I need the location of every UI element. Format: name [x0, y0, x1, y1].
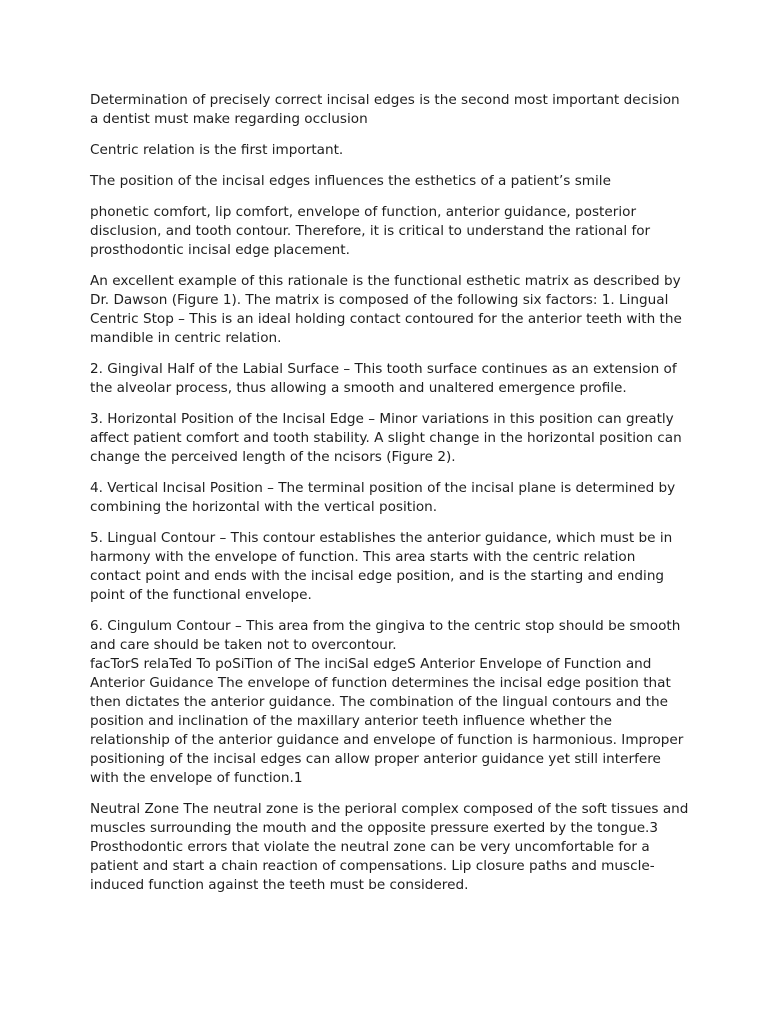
paragraph-incisal-edges-intro: Determination of precisely correct incisal edges is the second most important decision a dentist must make regarding occlusion: [90, 92, 680, 127]
paragraph-phonetic-comfort: phonetic comfort, lip comfort, envelope of function, anterior guidance, posterior disclusion, and tooth contour. Therefore, it is critical to understand the rational for prosthodontic incisal edge placement.: [90, 204, 651, 258]
paragraph-functional-esthetic-matrix: An excellent example of this rationale is the functional esthetic matrix as described by Dr. Dawson (Figure 1). The matrix is composed of the following six factors: 1. Lingual Centric Stop – This is an ideal holding contact contoured for the anterior teeth with the mandible in centric relation.: [90, 273, 682, 346]
paragraph-factor-3: 3. Horizontal Position of the Incisal Edge – Minor variations in this position can greatly affect patient comfort and tooth stability. A slight change in the horizontal position can change the perceived length of the ncisors (Figure 2).: [90, 411, 682, 465]
paragraph-factor-5: 5. Lingual Contour – This contour establishes the anterior guidance, which must be in harmony with the envelope of function. This area starts with the centric relation contact point and ends with the incisal edge position, and is the starting and ending point of the functional envelope.: [90, 530, 673, 603]
document-body: [90, 91, 690, 907]
paragraph-centric-relation: Centric relation is the first important.: [90, 142, 344, 158]
paragraph-factor-6: 6. Cingulum Contour – This area from the gingiva to the centric stop should be smooth and care should be taken not to overcontour.: [90, 618, 681, 653]
paragraph-factors-incisal-edges: facTorS relaTed To poSiTion of The inciSal edgeS Anterior Envelope of Function and Anterior Guidance The envelope of function determines the incisal edge position that then dictates the anterior guidance. The combination of the lingual contours and the position and inclination of the maxillary anterior teeth influence whether the relationship of the anterior guidance and envelope of function is harmonious. Improper positioning of the incisal edges can allow proper anterior guidance yet still interfere with the envelope of function.1: [90, 656, 684, 786]
paragraph-factor-4: 4. Vertical Incisal Position – The terminal position of the incisal plane is determined by combining the horizontal with the vertical position.: [90, 480, 676, 515]
paragraph-neutral-zone: Neutral Zone The neutral zone is the perioral complex composed of the soft tissues and muscles surrounding the mouth and the opposite pressure exerted by the tongue.3 Prosthodontic errors that violate the neutral zone can be very uncomfortable for a patient and start a chain reaction of compensations. Lip closure paths and muscle-induced function against the teeth must be considered.: [90, 801, 689, 893]
paragraph-factor-2: 2. Gingival Half of the Labial Surface – This tooth surface continues as an extension of the alveolar process, thus allowing a smooth and unaltered emergence profile.: [90, 361, 677, 396]
paragraph-esthetics: The position of the incisal edges influences the esthetics of a patient’s smile: [90, 173, 611, 189]
